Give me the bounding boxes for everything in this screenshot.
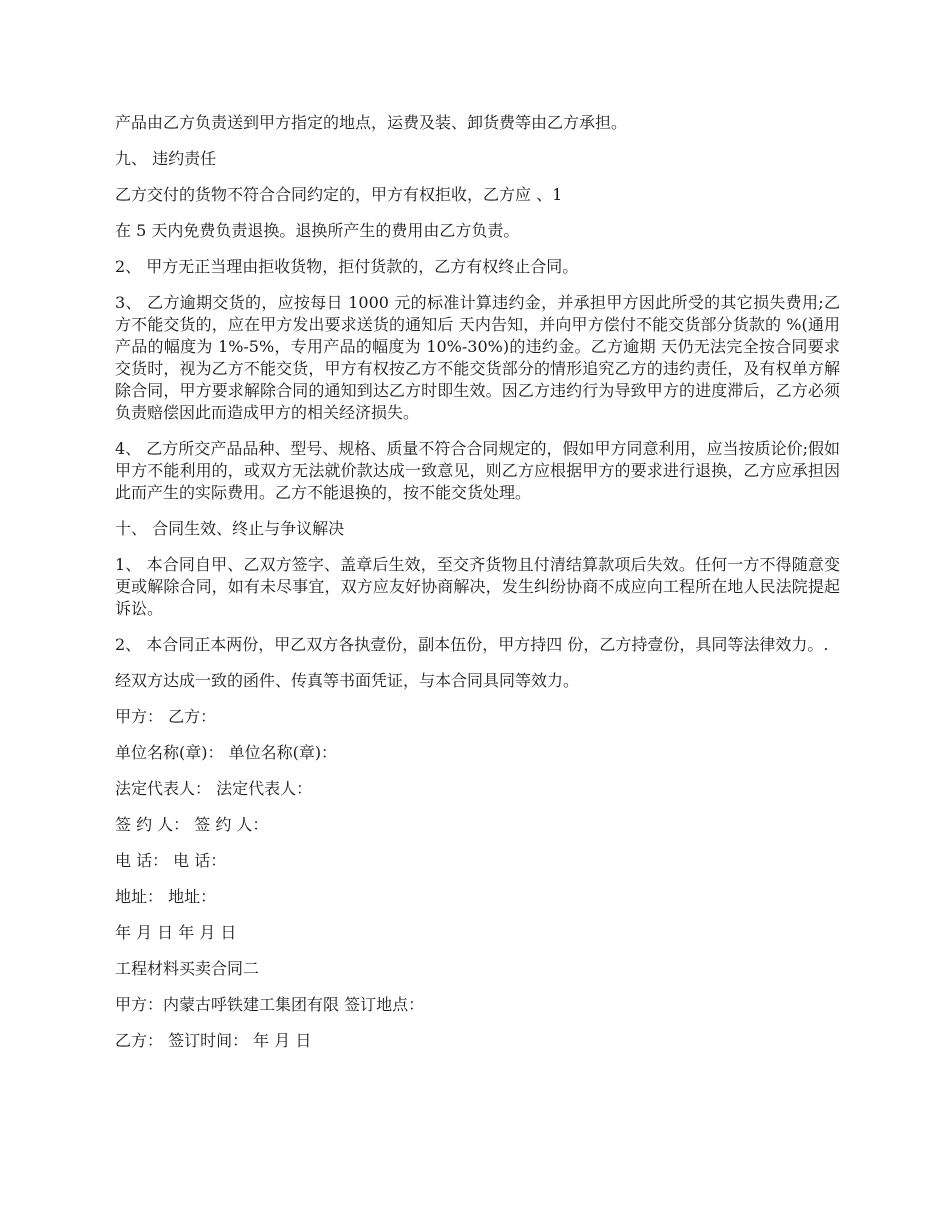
paragraph-breach-4: 4、 乙方所交产品品种、型号、规格、质量不符合合同规定的，假如甲方同意利用，应当按质论价;假如甲方不能利用的，或双方无法就价款达成一致意见，则乙方应根据甲方的要求进行退换，乙方应承担因此而产生的实际费用。乙方不能退换的，按不能交货处理。 [115, 439, 840, 502]
section-heading-breach-liability: 九、 违约责任 [115, 149, 217, 168]
signature-phone: 电 话： 电 话： [115, 851, 227, 870]
signature-date: 年 月 日 年 月 日 [115, 923, 237, 942]
section-heading-effect-termination: 十、 合同生效、终止与争议解决 [115, 519, 345, 538]
contract-two-title: 工程材料买卖合同二 [115, 959, 260, 978]
paragraph-effect-1: 1、 本合同自甲、乙双方签字、盖章后生效，至交齐货物且付清结算款项后失效。任何一方不得随意变更或解除合同，如有未尽事宜，双方应友好协商解决，发生纠纷协商不成应向工程所在地人民法院提起诉讼。 [115, 555, 840, 618]
paragraph-delivery: 产品由乙方负责送到甲方指定的地点，运费及装、卸货费等由乙方承担。 [115, 113, 628, 132]
paragraph-breach-1: 乙方交付的货物不符合合同约定的，甲方有权拒收，乙方应 、1 [115, 185, 563, 204]
paragraph-breach-2: 2、 甲方无正当理由拒收货物，拒付货款的，乙方有权终止合同。 [115, 257, 579, 276]
signature-signer: 签 约 人： 签 约 人： [115, 815, 269, 834]
signature-address: 地址： 地址： [115, 887, 217, 906]
signature-parties: 甲方： 乙方： [115, 707, 217, 726]
contract-two-party-b: 乙方： 签订时间： 年 月 日 [115, 1031, 312, 1050]
contract-two-party-a: 甲方：内蒙古呼铁建工集团有限 签订地点： [115, 995, 425, 1014]
paragraph-written-evidence: 经双方达成一致的函件、传真等书面凭证，与本合同具同等效力。 [115, 671, 580, 690]
signature-legal-representative: 法定代表人： 法定代表人： [115, 779, 313, 798]
signature-unit-name: 单位名称(章)： 单位名称(章)： [115, 743, 338, 762]
paragraph-breach-3: 3、 乙方逾期交货的，应按每日 1000 元的标准计算违约金，并承担甲方因此所受的其它损失费用;乙方不能交货的，应在甲方发出要求送货的通知后 天内告知，并向甲方偿付不能交货部分货款的 %(通用产品的幅度为 1%-5%，专用产品的幅度为 10%-30%)的违约金。乙方逾期 天仍无法完全按合同要求交货时，视为乙方不能交货，甲方有权按乙方不能交货部分的情形追究乙方的违约责任，及有权单方解除合同，甲方要求解除合同的通知到达乙方时即生效。因乙方违约行为导致甲方的进度滞后，乙方必须负责赔偿因此而造成甲方的相关经济损失。 [115, 293, 840, 422]
paragraph-effect-2: 2、 本合同正本两份，甲乙双方各执壹份，副本伍份，甲方持四 份，乙方持壹份，具同等法律效力。. [115, 635, 829, 654]
paragraph-breach-1-cont: 在 5 天内免费负责退换。退换所产生的费用由乙方负责。 [115, 221, 520, 240]
document-body [115, 112, 840, 1052]
